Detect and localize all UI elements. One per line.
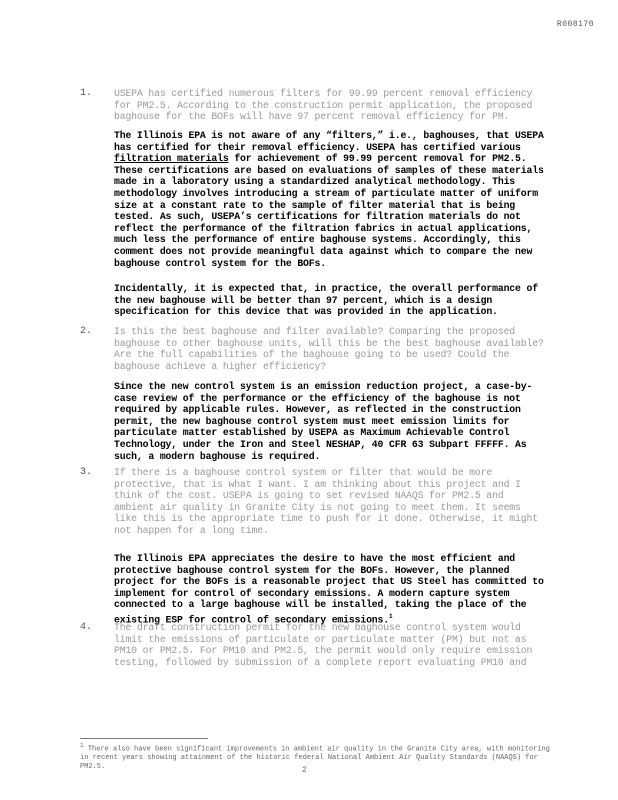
item-number: 1. [80, 88, 93, 99]
response-paragraph: Incidentally, it is expected that, in practice, the overall performance of the new baghouse will be better than 97 percent, which is a design specification for this device that was provided in the application. [114, 283, 538, 318]
underlined-phrase: filtration materials [114, 153, 229, 165]
footnote-divider [80, 738, 208, 739]
footnote-text: There also have been significant improvements in ambient air quality in the Granite City area, with monitoring in recent years showing attainment of the historic federal National Ambient Air Quality Standards (NAAQS) for PM2.5. [80, 745, 550, 771]
item-number: 3. [80, 467, 93, 478]
response-paragraph: The Illinois EPA is not aware of any “filters,” i.e., baghouses, that USEPA has certified for their removal efficiency. USEPA has certified various filtration materials for achievement of 99.99 percent removal for PM2.5. These certifications are based on evaluations of samples of these materials made in a laboratory using a standardized analytical methodology. This methodology involves introducing a stream of particulate matter of uniform size at a constant rate to the sample of filter material that is being tested. As such, USEPA’s certifications for filtration materials do not reflect the performance of the filtration fabrics in actual applications, much less the performance of entire baghouse systems. Accordingly, this comment does not provide meaningful data against which to compare the new baghouse control system for the BOFs. [114, 130, 544, 269]
item-number: 2. [80, 326, 93, 337]
response-paragraph: Since the new control system is an emission reduction project, a case-by-case review of the performance or the efficiency of the baghouse is not required by applicable rules. However, as reflected in the construction permit, the new baghouse control system must meet emission limits for particulate matter established by USEPA as Maximum Achievable Control Technology, under the Iron and Steel NESHAP, 40 CFR 63 Subpart FFFFF. As such, a modern baghouse is required. [114, 381, 533, 462]
comment-paragraph: USEPA has certified numerous filters for 99.99 percent removal efficiency for PM2.5. According to the construction permit application, the proposed baghouse for the BOFs will have 97 percent removal efficiency for PM. [114, 88, 533, 123]
item-number: 4. [80, 622, 93, 633]
comment-paragraph: If there is a baghouse control system or filter that would be more protective, that is what I want. I am thinking about this project and I think of the cost. USEPA is going to set revised NAAQS for PM2.5 and ambient air quality in Granite City is not going to meet them. It seems like this is the appropriate time to push for it done. Otherwise, it might not happen for a long time. [114, 467, 538, 536]
comment-paragraph: Is this the best baghouse and filter available? Comparing the proposed baghouse to other baghouse units, will this be the best baghouse available? Are the full capabilities of the baghouse going to be used? Could the baghouse achieve a higher efficiency? [114, 326, 544, 372]
document-id: R008170 [556, 20, 594, 29]
footnote [80, 742, 550, 771]
response-paragraph: The Illinois EPA appreciates the desire to have the most efficient and protective baghouse control system for the BOFs. However, the planned project for the BOFs is a reasonable project that US Steel has committed to implement for control of secondary emissions. A modern capture system connected to a large baghouse will be installed, taking the place of the existing ESP for control of secondary emissions.$^1$ [114, 553, 544, 626]
page-number: 2 [302, 766, 307, 775]
footnote-marker: 1 [80, 742, 84, 749]
footnote-marker: 1 [389, 612, 393, 620]
comment-paragraph: The draft construction permit for the new baghouse control system would limit the emissions of particulate or particulate matter (PM) but not as PM10 or PM2.5. For PM10 and PM2.5, the permit would only require emission testing, followed by submission of a complete report evaluating PM10 and [114, 622, 533, 668]
